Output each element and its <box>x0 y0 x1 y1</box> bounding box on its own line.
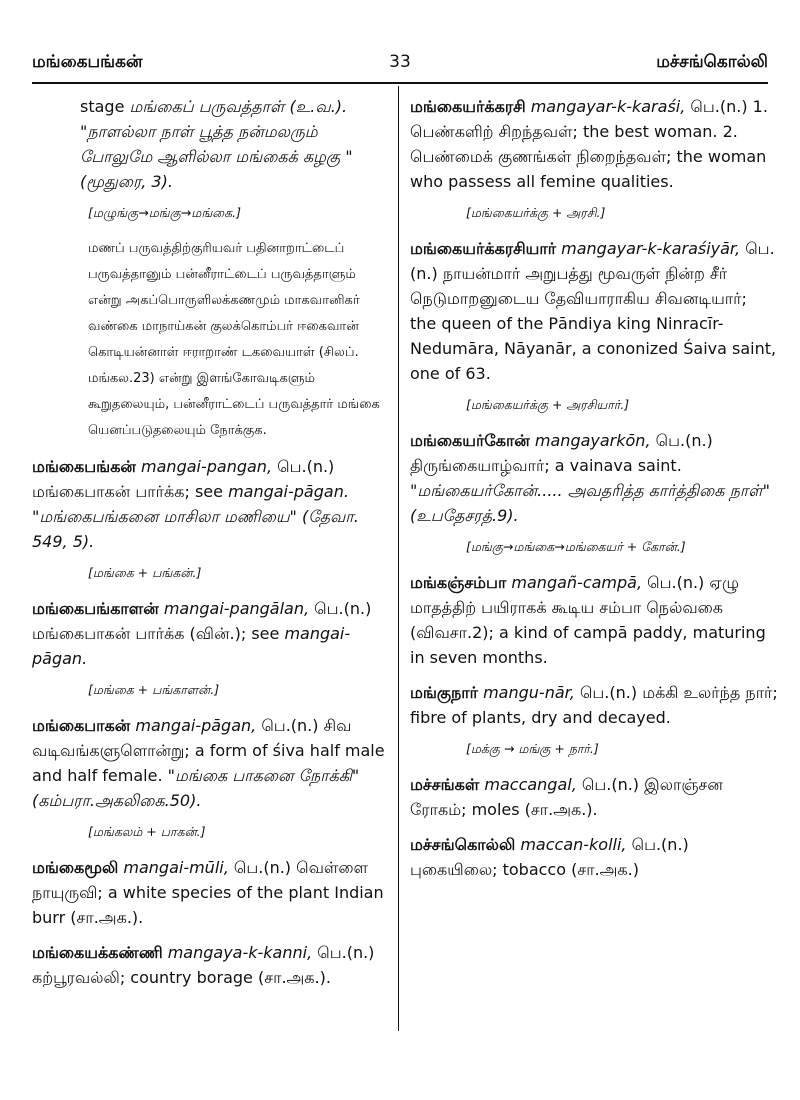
citation-quote: "மங்கைபங்கனை மாசிலா மணியை" (தேவா. 549, 5). <box>32 507 359 551</box>
right-entries <box>410 94 778 882</box>
headword: மச்சங்கொல்லி <box>410 835 516 854</box>
dictionary-entry <box>32 713 390 813</box>
header-right-guideword: மச்சங்கொல்லி <box>656 52 768 72</box>
transliteration: maccan-kolli, <box>520 835 627 854</box>
definition: புகையிலை; tobacco (சா.அக.) <box>410 860 639 879</box>
headword: மங்கைபங்காளன் <box>32 599 159 618</box>
dictionary-entry <box>410 94 778 194</box>
left-column <box>32 94 390 1000</box>
grammar-tag: பெ.(n.) <box>655 431 713 450</box>
grammar-tag: பெ.(n.) <box>581 775 640 794</box>
cross-reference: mangai-pāgan. <box>228 482 349 501</box>
grammar-tag: பெ.(n.) <box>647 573 705 592</box>
grammar-tag: பெ.(n.) <box>314 599 372 618</box>
continued-tamil: மங்கைப் பருவத்தாள் (உ.வ.). <box>129 97 348 116</box>
grammar-tag: பெ.(n.) <box>317 943 375 962</box>
headword: மங்கைபாகன் <box>32 716 131 735</box>
headword: மங்குநார் <box>410 683 478 702</box>
column-divider <box>398 86 399 1031</box>
transliteration: mangai-pāgan, <box>135 716 257 735</box>
dictionary-entry <box>32 940 390 990</box>
usage-note: மணப் பருவத்திற்குரியவர் பதினாறாட்டைப் பருவத்தானும் பன்னீராட்டைப் பருவத்தாளும் என்று அகப்பொருளிலக்கணமும் மாகவானிகர் வண்கை மாநாய்கன் குலக்கொம்பர் ஈகைவான் கொடியன்னாள் ஈராறாண் டகவையாள் (சிலப். மங்கல.23) என்று இளங்கோவடிகளும் கூறுதலையும், பன்னீராட்டைப் பருவத்தார் மங்கை யெனப்படுதலையும் நோக்குக. <box>88 241 380 438</box>
dictionary-entry <box>410 428 778 528</box>
continued-english: stage <box>80 97 125 116</box>
headword: மங்கையர்க்கரசி <box>410 97 526 116</box>
headword: மச்சங்கள் <box>410 775 480 794</box>
dictionary-entry <box>32 454 390 554</box>
definition: இலாஞ்சன ரோகம்; moles (சா.அக.). <box>410 775 723 819</box>
left-entries <box>32 454 390 990</box>
dictionary-entry <box>32 855 390 930</box>
dictionary-entry <box>32 596 390 671</box>
page-number: 33 <box>389 52 411 72</box>
definition: சிவ வடிவங்களுளொன்று; a form of śiva half male and half female. <box>32 716 385 785</box>
transliteration: mangayarkōn, <box>534 431 651 450</box>
header-rule <box>32 82 768 84</box>
continued-quote: "நாளல்லா நாள் பூத்த நன்மலரும் போலுமே ஆளில்லா மங்கைக் கழகு " (மூதுரை, 3). <box>80 122 353 191</box>
transliteration: mangai-pangālan, <box>163 599 310 618</box>
transliteration: maccangal, <box>484 775 577 794</box>
transliteration: mangañ-campā, <box>511 573 643 592</box>
grammar-tag: பெ.(n.) <box>579 683 638 702</box>
etymology: [மழுங்கு→மங்கு→மங்கை.] <box>88 205 241 220</box>
dictionary-entry <box>410 832 778 882</box>
etymology: [மங்கையர்க்கு + அரசி.] <box>466 205 606 220</box>
headword: மங்கையர்கோன் <box>410 431 530 450</box>
grammar-tag: பெ.(n.) <box>261 716 319 735</box>
transliteration: mangai-mūli, <box>123 858 229 877</box>
grammar-tag: பெ.(n.) <box>410 239 775 283</box>
cross-reference: mangai-pāgan. <box>32 624 351 668</box>
dictionary-entry <box>410 570 778 670</box>
right-column <box>410 94 778 892</box>
headword: மங்கஞ்சம்பா <box>410 573 507 592</box>
definition: நாயன்மார் அறுபத்து மூவருள் நின்ற சீர் நெடுமாறனுடைய தேவியாராகிய சிவனடியார்; the queen of the Pāndiya king Ninracīr-Nedumāra, Nāyanār, a cononized Śaiva saint, one of 63. <box>410 264 777 383</box>
definition: ஏழு மாதத்திற் பயிராகக் கூடிய சம்பா நெல்வகை (விவசா.2); a kind of campā paddy, maturing in seven months. <box>410 573 766 667</box>
headword: மங்கைபங்கன் <box>32 457 136 476</box>
grammar-tag: பெ.(n.) <box>631 835 689 854</box>
page-header <box>32 48 768 78</box>
dictionary-entry <box>410 236 778 386</box>
definition: மக்கி உலர்ந்த நார்; fibre of plants, dry and decayed. <box>410 683 778 727</box>
definition: மங்கைபாகன் பார்க்க (வின்.); see <box>32 624 280 643</box>
etymology: [மக்கு → மங்கு + நார்.] <box>466 741 599 756</box>
transliteration: mangayar-k-karaśi, <box>530 97 686 116</box>
etymology: [மங்கையர்க்கு + அரசியார்.] <box>466 397 630 412</box>
dictionary-entry <box>410 772 778 822</box>
headword: மங்கையக்கண்ணி <box>32 943 163 962</box>
dictionary-entry <box>410 680 778 730</box>
grammar-tag: பெ.(n.) <box>690 97 748 116</box>
header-left-guideword: மங்கைபங்கன் <box>32 52 143 72</box>
definition: வெள்ளை நாயுருவி; a white species of the plant Indian burr (சா.அக.). <box>32 858 384 927</box>
etymology: [மங்கு→மங்கை→மங்கையர் + கோன்.] <box>466 539 686 554</box>
etymology: [மங்கை + பங்காளன்.] <box>88 682 220 697</box>
headword: மங்கையர்க்கரசியார் <box>410 239 557 258</box>
grammar-tag: பெ.(n.) <box>277 457 335 476</box>
definition: திருங்கையாழ்வார்; a vainava saint. <box>410 456 682 475</box>
citation-quote: "மங்கை பாகனை நோக்கி" (கம்பரா.அகலிகை.50). <box>32 766 360 810</box>
continued-entry <box>32 94 390 194</box>
etymology: [மங்கை + பங்கன்.] <box>88 565 202 580</box>
transliteration: mangu-nār, <box>483 683 575 702</box>
definition: 1. பெண்களிற் சிறந்தவள்; the best woman. 2. பெண்மைக் குணங்கள் நிறைந்தவள்; the woman who passess all femine qualities. <box>410 97 768 191</box>
transliteration: mangaya-k-kanni, <box>167 943 313 962</box>
grammar-tag: பெ.(n.) <box>233 858 292 877</box>
headword: மங்கைமூலி <box>32 858 119 877</box>
definition: கற்பூரவல்லி; country borage (சா.அக.). <box>32 968 331 987</box>
definition: மங்கைபாகன் பார்க்க; see <box>32 482 223 501</box>
citation-quote: "மங்கையர்கோன்..... அவதரித்த கார்த்திகை நாள்" (உபதேசரத்.9). <box>410 481 771 525</box>
transliteration: mangayar-k-karaśiyār, <box>561 239 741 258</box>
etymology: [மங்கலம் + பாகன்.] <box>88 824 206 839</box>
transliteration: mangai-pangan, <box>141 457 273 476</box>
